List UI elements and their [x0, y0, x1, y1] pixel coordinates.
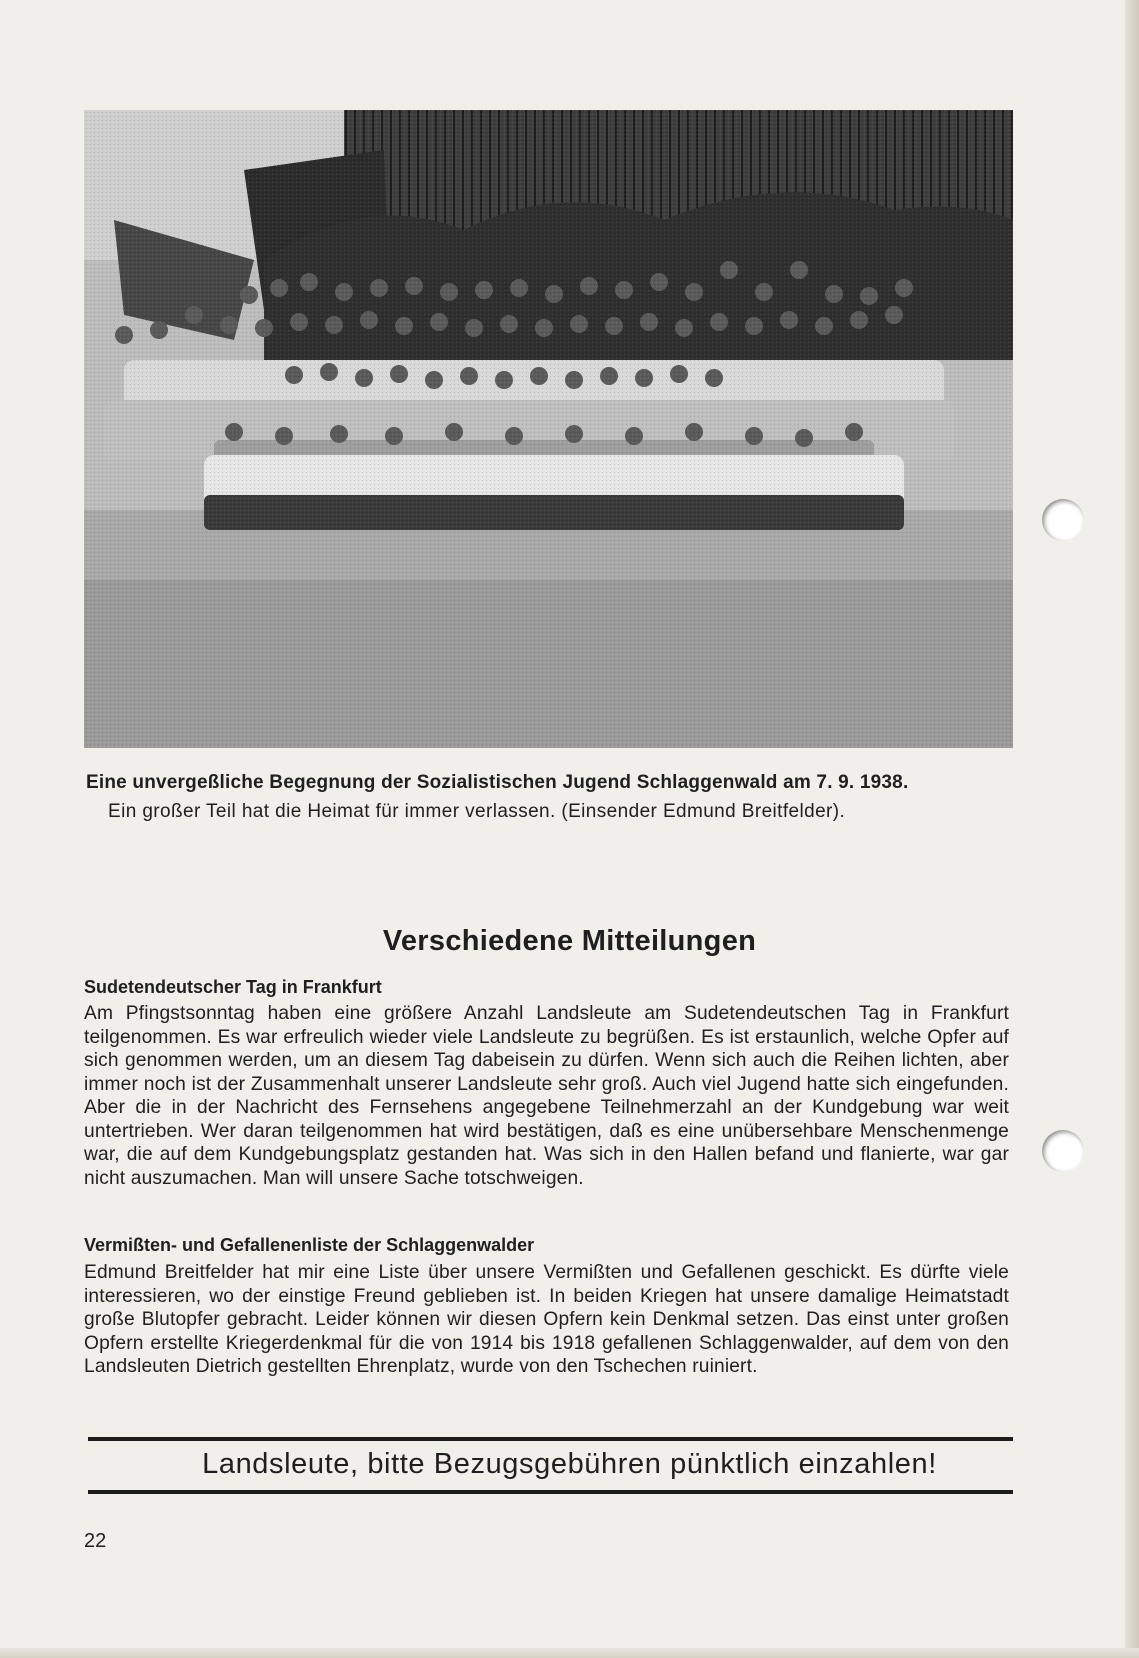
photo-caption: Eine unvergeßliche Begegnung der Sozialistischen Jugend Schlaggenwald am 7. 9. 1938.: [86, 772, 909, 793]
page-edge: [1125, 0, 1139, 1658]
article-title-missing-list: Vermißten- und Gefallenenliste der Schlaggenwalder: [84, 1235, 535, 1255]
article-body-frankfurt: Am Pfingstsonntag haben eine größere Anzahl Landsleute am Sudetendeutschen Tag in Frankfurt teilgenommen. Es war erfreulich wieder viele Landsleute zu begrüßen. Es ist erstaunlich, welche Opfer auf sich genommen werden, um an diesem Tag dabeisein zu dürfen. Wenn sich auch die Reihen lichten, aber immer noch ist der Zusammenhalt unserer Landsleute sehr groß. Auch viel Jugend hatte sich eingefunden. Aber die in der Nachricht des Fernsehens angegebene Teilnehmerzahl an der Kundgebung war weit untertrieben. Wer daran teilgenommen hat wird bestätigen, daß es eine unübersehbare Menschenmenge war, die auf dem Kundgebungsplatz gestanden hat. Was sich in den Hallen befand und flanierte, war gar nicht auszumachen. Man will unsere Sache totschweigen.: [84, 1003, 1009, 1189]
punch-hole: [1042, 499, 1084, 541]
group-photo: [84, 110, 1013, 748]
article-title-frankfurt: Sudetendeutscher Tag in Frankfurt: [84, 977, 382, 997]
page-number: 22: [84, 1530, 107, 1552]
photo-caption-note: Ein großer Teil hat die Heimat für immer verlassen. (Einsender Edmund Breitfelder).: [108, 801, 846, 822]
group-photo-icon: [84, 110, 1013, 748]
article-body-missing-list: Edmund Breitfelder hat mir eine Liste über unsere Vermißten und Gefallenen geschickt. Es dürfte viele interessieren, wo der einstige Freund geblieben ist. In beiden Kriegen hat unsere damalige Heimatstadt große Blutopfer gebracht. Leider können wir diesen Opfern kein Denkmal setzen. Das einst unter großen Opfern erstellte Kriegerdenkmal für die von 1914 bis 1918 gefallenen Schlaggenwalder, auf dem von den Landsleuten Dietrich gestellten Ehrenplatz, wurde von den Tschechen ruiniert.: [84, 1262, 1009, 1377]
punch-hole: [1042, 1130, 1084, 1172]
divider-top: [88, 1437, 1013, 1441]
payment-appeal: Landsleute, bitte Bezugsgebühren pünktlich einzahlen!: [202, 1448, 937, 1480]
divider-bottom: [88, 1490, 1013, 1494]
section-heading: Verschiedene Mitteilungen: [382, 925, 757, 957]
page-bottom-edge: [0, 1648, 1139, 1658]
